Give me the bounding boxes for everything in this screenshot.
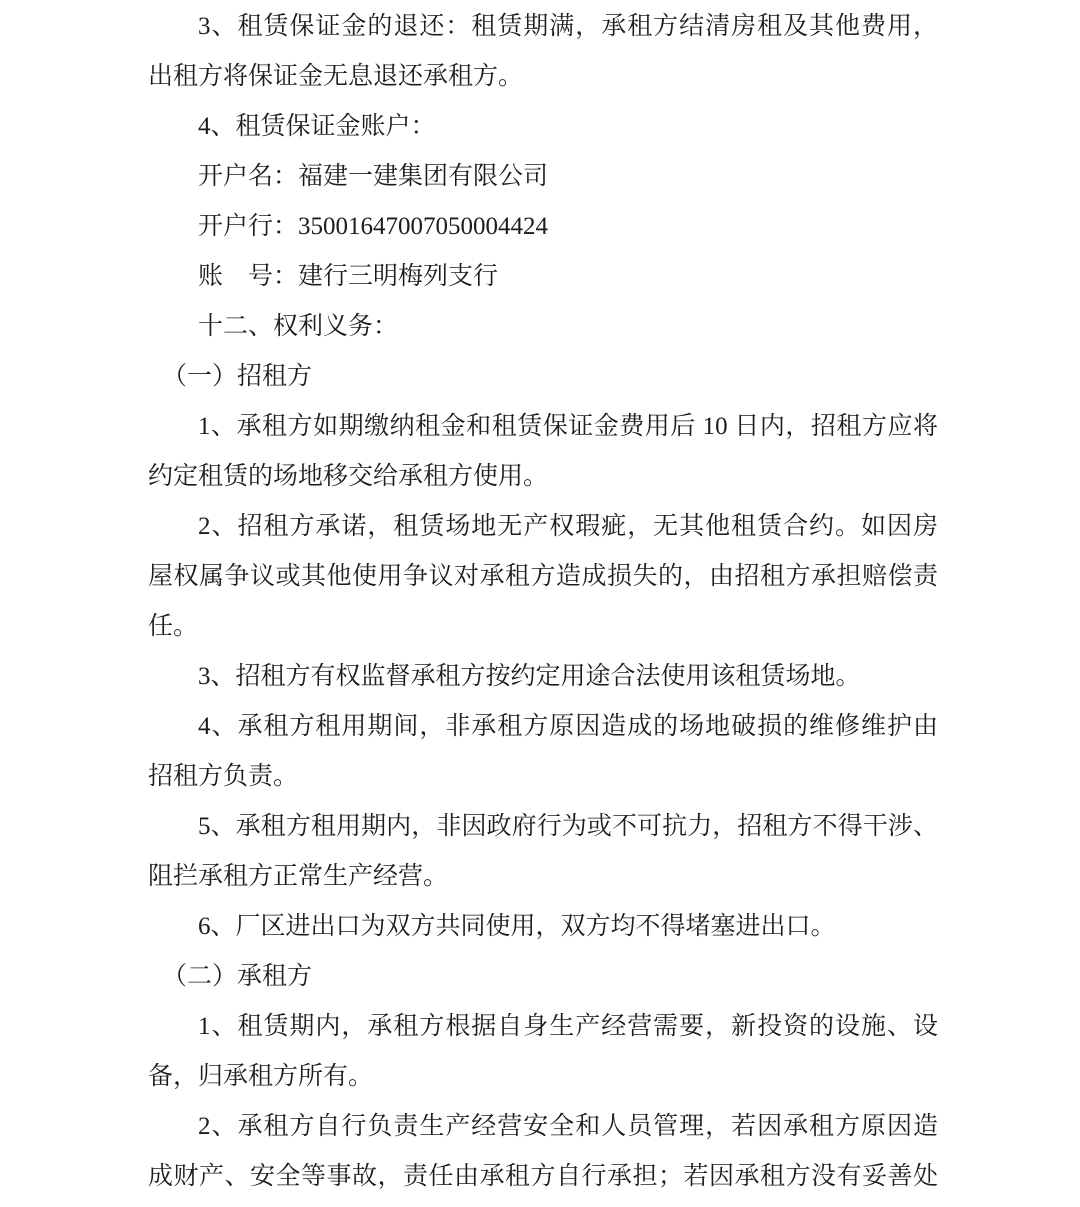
document-line: 备，归承租方所有。 <box>148 1063 374 1090</box>
document-line: 账 号：建行三明梅列支行 <box>198 263 499 290</box>
document-line: 开户名：福建一建集团有限公司 <box>198 163 549 190</box>
document-line: 2、承租方自行负责生产经营安全和人员管理，若因承租方原因造 <box>198 1113 938 1140</box>
document-line: 约定租赁的场地移交给承租方使用。 <box>148 463 549 490</box>
document-line: 4、承租方租用期间，非承租方原因造成的场地破损的维修维护由 <box>198 713 938 740</box>
document-line: 屋权属争议或其他使用争议对承租方造成损失的，由招租方承担赔偿责 <box>148 563 938 590</box>
document-line: 招租方负责。 <box>148 763 299 790</box>
document-line: 4、租赁保证金账户： <box>198 113 436 140</box>
document-line: 十二、权利义务： <box>198 313 399 340</box>
document-line: 任。 <box>148 613 199 640</box>
document-line: 成财产、安全等事故，责任由承租方自行承担；若因承租方没有妥善处 <box>148 1163 938 1190</box>
document-body <box>148 2 938 1202</box>
document-line: 3、租赁保证金的退还：租赁期满，承租方结清房租及其他费用， <box>198 13 938 40</box>
document-line: 开户行：35001647007050004424 <box>198 213 549 240</box>
document-line: 阻拦承租方正常生产经营。 <box>148 863 449 890</box>
document-line: 3、招租方有权监督承租方按约定用途合法使用该租赁场地。 <box>198 663 861 690</box>
document-line: 1、租赁期内，承租方根据自身生产经营需要，新投资的设施、设 <box>198 1013 938 1040</box>
document-line: 6、厂区进出口为双方共同使用，双方均不得堵塞进出口。 <box>198 913 836 940</box>
document-line: （二）承租方 <box>162 963 313 990</box>
document-line: 5、承租方租用期内，非因政府行为或不可抗力，招租方不得干涉、 <box>198 813 938 840</box>
document-line: （一）招租方 <box>162 363 313 390</box>
document-line: 出租方将保证金无息退还承租方。 <box>148 63 524 90</box>
document-line: 1、承租方如期缴纳租金和租赁保证金费用后 10 日内，招租方应将 <box>198 413 938 440</box>
document-line: 2、招租方承诺，租赁场地无产权瑕疵，无其他租赁合约。如因房 <box>198 513 938 540</box>
